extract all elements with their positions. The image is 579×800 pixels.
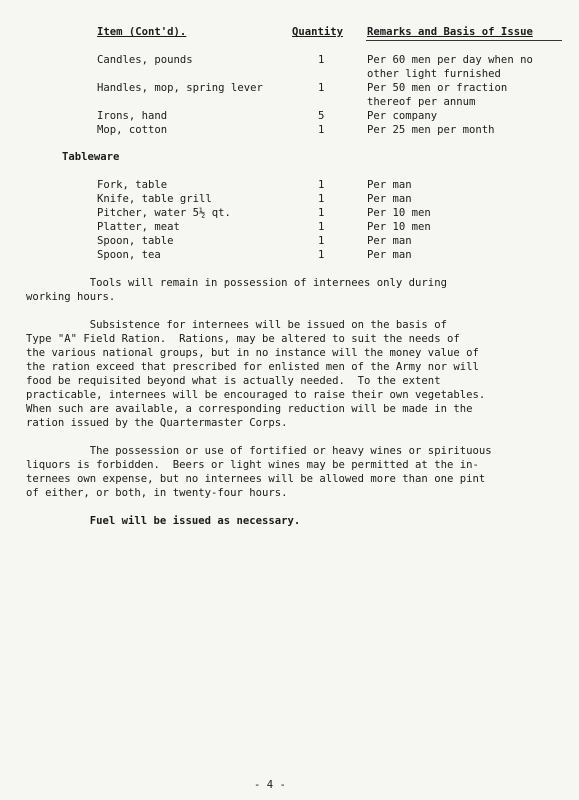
item-quantity: 1 bbox=[318, 207, 325, 219]
paragraph-line: ternees own expense, but no internees will be allowed more than one pint bbox=[26, 473, 486, 485]
item-quantity: 5 bbox=[318, 110, 325, 122]
paragraph-tools bbox=[26, 276, 566, 304]
header-rule bbox=[366, 40, 562, 41]
item-name: Mop, cotton bbox=[97, 124, 168, 136]
paragraph-line: of either, or both, in twenty-four hours. bbox=[26, 487, 288, 499]
item-quantity: 1 bbox=[318, 82, 325, 94]
item-remarks: Per 60 men per day when no bbox=[367, 54, 533, 66]
header-item: Item (Cont'd). bbox=[97, 26, 187, 38]
paragraph-line: the various national groups, but in no instance will the money value of bbox=[26, 347, 479, 359]
item-name: Platter, meat bbox=[97, 221, 180, 233]
paragraph-line: Subsistence for internees will be issued on the basis of bbox=[26, 319, 447, 331]
paragraph-line: The possession or use of fortified or heavy wines or spirituous bbox=[26, 445, 492, 457]
item-remarks: Per company bbox=[367, 110, 438, 122]
item-remarks: Per man bbox=[367, 193, 412, 205]
item-quantity: 1 bbox=[318, 249, 325, 261]
paragraph-line: the ration exceed that prescribed for enlisted men of the Army nor will bbox=[26, 361, 479, 373]
paragraph-line: When such are available, a corresponding reduction will be made in the bbox=[26, 403, 473, 415]
header-remarks: Remarks and Basis of Issue bbox=[367, 26, 533, 38]
item-name: Pitcher, water 5½ qt. bbox=[97, 207, 231, 219]
item-remarks: Per 50 men or fraction bbox=[367, 82, 508, 94]
paragraph-line: practicable, internees will be encouraged to raise their own vegetables. bbox=[26, 389, 486, 401]
item-remarks: Per 10 men bbox=[367, 221, 431, 233]
item-remarks: Per man bbox=[367, 249, 412, 261]
item-remarks: Per man bbox=[367, 235, 412, 247]
item-quantity: 1 bbox=[318, 221, 325, 233]
item-name: Spoon, tea bbox=[97, 249, 161, 261]
section-heading-tableware: Tableware bbox=[62, 151, 120, 163]
paragraph-line: food be requisited beyond what is actually needed. To the extent bbox=[26, 375, 441, 387]
item-quantity: 1 bbox=[318, 193, 325, 205]
item-quantity: 1 bbox=[318, 179, 325, 191]
paragraph-line: liquors is forbidden. Beers or light wines may be permitted at the in- bbox=[26, 459, 479, 471]
paragraph-line: working hours. bbox=[26, 291, 116, 303]
item-remarks: Per 25 men per month bbox=[367, 124, 495, 136]
paragraph-fuel bbox=[26, 514, 566, 528]
paragraph-line: Fuel will be issued as necessary. bbox=[26, 515, 301, 527]
item-remarks: Per man bbox=[367, 179, 412, 191]
item-remarks: other light furnished bbox=[367, 68, 501, 80]
paragraph-line: Tools will remain in possession of internees only during bbox=[26, 277, 447, 289]
item-name: Irons, hand bbox=[97, 110, 168, 122]
paragraph-subsistence bbox=[26, 318, 566, 430]
header-quantity: Quantity bbox=[292, 26, 344, 38]
item-name: Knife, table grill bbox=[97, 193, 212, 205]
item-quantity: 1 bbox=[318, 235, 325, 247]
paragraph-line: ration issued by the Quartermaster Corps. bbox=[26, 417, 288, 429]
item-name: Handles, mop, spring lever bbox=[97, 82, 263, 94]
page-number: - 4 - bbox=[254, 779, 286, 791]
item-name: Spoon, table bbox=[97, 235, 174, 247]
item-remarks: thereof per annum bbox=[367, 96, 476, 108]
item-name: Fork, table bbox=[97, 179, 168, 191]
paragraph-liquors bbox=[26, 444, 566, 500]
item-quantity: 1 bbox=[318, 124, 325, 136]
item-name: Candles, pounds bbox=[97, 54, 193, 66]
paragraph-line: Type "A" Field Ration. Rations, may be altered to suit the needs of bbox=[26, 333, 460, 345]
item-quantity: 1 bbox=[318, 54, 325, 66]
item-remarks: Per 10 men bbox=[367, 207, 431, 219]
